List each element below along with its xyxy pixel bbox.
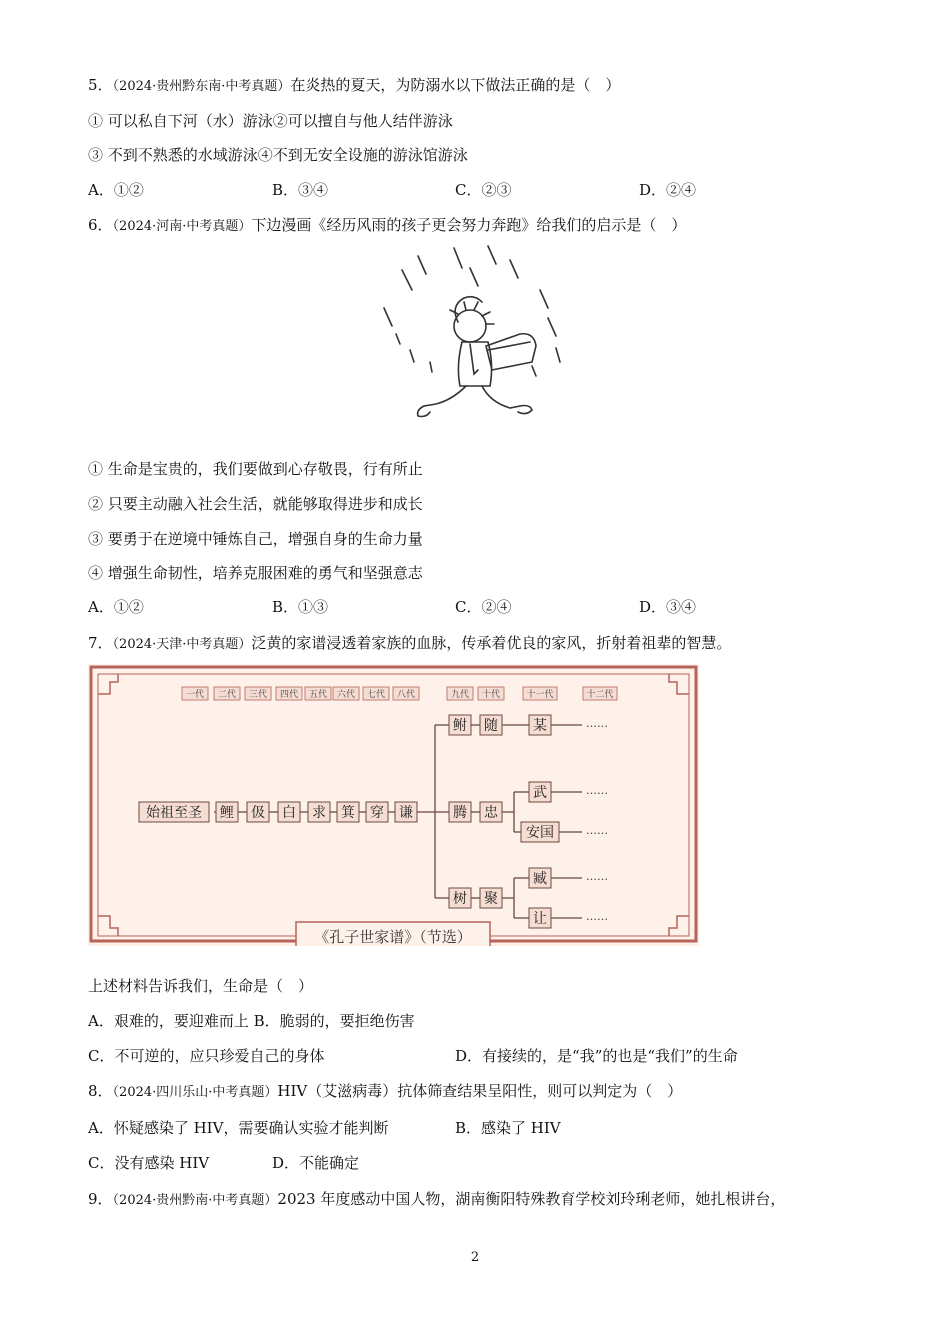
ninth-generation: 鲋 — [453, 718, 467, 734]
main-line-ancestor: 穿 — [370, 805, 384, 821]
option-a: A．①② — [88, 181, 144, 199]
option-a: A．①② — [88, 598, 144, 616]
eleventh-generation: 臧 — [533, 871, 547, 887]
main-line-ancestor: 鲤 — [220, 805, 234, 821]
ellipsis: …… — [586, 784, 608, 797]
option-c: C．不可逆的，应只珍爱自己的身体 — [88, 1047, 325, 1065]
generation-label: 十二代 — [586, 690, 614, 700]
statement: ③ 要勇于在逆境中锤炼自己，增强自身的生命力量 — [88, 530, 423, 548]
question-9-header — [88, 1188, 785, 1212]
question-stem: HIV（艾滋病毒）抗体筛查结果呈阳性，则可以判定为（ ） — [277, 1082, 683, 1100]
question-7-header — [88, 632, 731, 656]
ellipsis: …… — [586, 824, 608, 837]
generation-label: 七代 — [366, 690, 386, 700]
option-b: B．①③ — [272, 598, 329, 616]
statement: ④ 增强生命韧性，培养克服困难的勇气和坚强意志 — [88, 564, 423, 582]
generation-label: 三代 — [248, 690, 268, 700]
statement: ① 生命是宝贵的，我们要做到心存敬畏，行有所止 — [88, 460, 423, 478]
option-b: B．感染了 HIV — [455, 1119, 561, 1137]
question-stem: 在炎热的夏天，为防溺水以下做法正确的是（ ） — [290, 76, 621, 94]
main-line-ancestor: 箕 — [341, 805, 355, 821]
generation-label: 四代 — [279, 690, 299, 700]
confucius-family-tree-figure — [88, 664, 699, 946]
main-line-ancestor: 求 — [312, 805, 326, 821]
main-line-ancestor: 伋 — [251, 805, 265, 821]
question-8-header — [88, 1080, 682, 1104]
question-number: 7． — [88, 634, 113, 652]
generation-labels — [182, 687, 617, 700]
main-line-ancestor: 谦 — [399, 805, 413, 821]
option-c: C．②④ — [455, 598, 512, 616]
generation-label: 九代 — [450, 690, 470, 700]
ninth-generation: 树 — [453, 891, 467, 907]
option-ab: A．艰难的，要迎难而上 B．脆弱的，要拒绝伤害 — [88, 1012, 415, 1030]
eleventh-generation: 某 — [533, 718, 547, 734]
option-d: D．不能确定 — [272, 1154, 360, 1172]
option-c: C．②③ — [455, 181, 512, 199]
generation-label: 一代 — [185, 690, 205, 700]
question-source: （2024·贵州黔东南·中考真题） — [112, 79, 291, 94]
question-number: 6． — [88, 216, 113, 234]
generation-label: 六代 — [336, 690, 356, 700]
statement: ③ 不到不熟悉的水域游泳④不到无安全设施的游泳馆游泳 — [88, 146, 468, 164]
question-source: （2024·四川乐山·中考真题） — [112, 1085, 278, 1100]
ellipsis: …… — [586, 910, 608, 923]
question-source: （2024·天津·中考真题） — [112, 637, 252, 652]
ninth-generation: 腾 — [453, 805, 467, 821]
main-line-ancestor: 始祖至圣 — [146, 805, 202, 821]
option-d: D．有接续的，是“我”的也是“我们”的生命 — [455, 1047, 738, 1065]
option-d: D．②④ — [639, 181, 697, 199]
question-source: （2024·河南·中考真题） — [112, 219, 252, 234]
generation-label: 十一代 — [526, 690, 554, 700]
generation-label: 五代 — [308, 690, 328, 700]
question-7-after: 上述材料告诉我们，生命是（ ） — [88, 977, 314, 995]
question-source: （2024·贵州黔南·中考真题） — [112, 1193, 278, 1208]
main-line-ancestor: 白 — [282, 805, 296, 821]
question-number: 5． — [88, 76, 113, 94]
eleventh-generation: 让 — [533, 911, 547, 927]
question-stem: 泛黄的家谱浸透着家族的血脉，传承着优良的家风，折射着祖辈的智慧。 — [251, 634, 732, 652]
eleventh-generation: 武 — [533, 785, 547, 801]
question-5-header — [88, 74, 620, 98]
eleventh-generation: 安国 — [526, 825, 554, 841]
question-number: 9． — [88, 1190, 113, 1208]
tenth-generation: 随 — [484, 718, 498, 734]
question-stem: 2023 年度感动中国人物，湖南衡阳特殊教育学校刘玲琍老师，她扎根讲台， — [277, 1190, 786, 1208]
option-a: A．怀疑感染了 HIV，需要确认实验才能判断 — [88, 1119, 389, 1137]
tenth-generation: 聚 — [484, 891, 498, 907]
genealogy-caption: 《孔子世家谱》（节选） — [314, 928, 472, 946]
page-number: 2 — [470, 1250, 480, 1265]
ellipsis: …… — [586, 717, 608, 730]
option-d: D．③④ — [639, 598, 697, 616]
option-c: C．没有感染 HIV — [88, 1154, 210, 1172]
running-child-in-rain-cartoon — [370, 238, 580, 438]
generation-label: 二代 — [217, 690, 237, 700]
statement: ② 只要主动融入社会生活，就能够取得进步和成长 — [88, 495, 423, 513]
question-number: 8． — [88, 1082, 113, 1100]
generation-label: 八代 — [396, 690, 416, 700]
generation-label: 十代 — [481, 690, 501, 700]
ellipsis: …… — [586, 870, 608, 883]
tenth-generation: 忠 — [484, 805, 498, 821]
option-b: B．③④ — [272, 181, 329, 199]
statement: ① 可以私自下河（水）游泳②可以擅自与他人结伴游泳 — [88, 112, 453, 130]
question-6-header — [88, 214, 686, 238]
question-stem: 下边漫画《经历风雨的孩子更会努力奔跑》给我们的启示是（ ） — [251, 216, 687, 234]
